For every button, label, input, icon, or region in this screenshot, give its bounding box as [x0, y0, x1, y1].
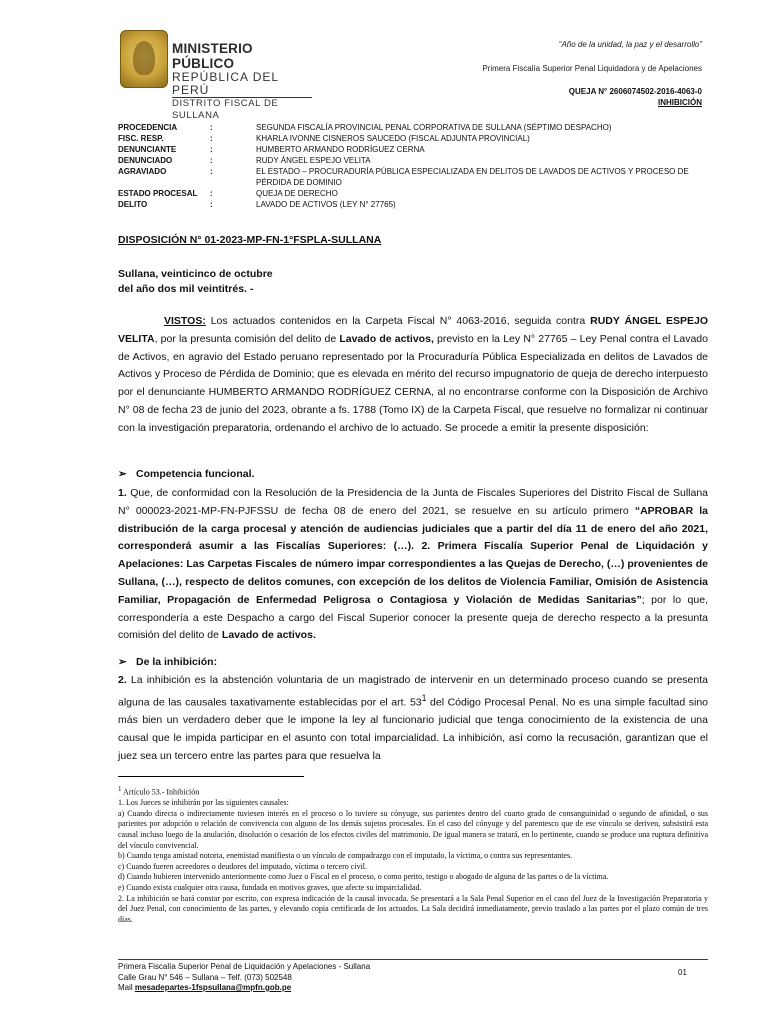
field-label: PROCEDENCIA — [118, 123, 178, 132]
vistos-crime: Lavado de activos, — [339, 332, 434, 345]
footer-office: Primera Fiscalía Superior Penal de Liquidación y Apelaciones - Sullana — [118, 962, 371, 971]
field-value: EL ESTADO – PROCURADURÍA PÚBLICA ESPECIALIZADA EN DELITOS DE LAVADOS DE ACTIVOS Y PROCESO DE PÉRDIDA DE DOMINIO — [256, 167, 689, 187]
competencia-text-1: Que, de conformidad con la Resolución de la Presidencia de la Junta de Fiscales Superiores del Distrito Fiscal de Sullana N° 000023-2021-MP-FN-PJFSSU de fecha 08 de enero del 2021, se resuelve en su artículo primero — [118, 487, 708, 517]
mail-label: Mail — [118, 983, 135, 992]
field-value: KHARLA IVONNE CISNEROS SAUCEDO (FISCAL ADJUNTA PROVINCIAL) — [256, 134, 530, 143]
page-number: 01 — [678, 968, 687, 977]
footnote-title-text: Artículo 53.- Inhibición — [121, 787, 200, 797]
footer-rule — [118, 959, 708, 960]
competencia-paragraph — [118, 485, 708, 645]
vistos-paragraph — [118, 313, 708, 438]
footnote-item-a: a) Cuando directa o indirectamente tuviesen interés en el proceso o lo tuviere su cónyuge, sus parientes dentro del cuarto grado de consanguinidad o segundo de afinidad, o sus parientes por adopción o relación de convivencia con alguno de los demás sujetos procesales. En el caso del cónyuge y del parentesco que de ese vínculo se deriven, subsistirá esta causal incluso luego de la anulación, disolución o cesación de los efectos civiles del matrimonio. De igual manera se tratará, en lo pertinente, cuando se produce una ruptura definitiva del vínculo convivencial. — [118, 808, 708, 850]
footnote-item-c: c) Cuando fueren acreedores o deudores del imputado, víctima o tercero civil. — [118, 861, 368, 871]
field-colon: : — [210, 200, 213, 209]
case-data-row — [118, 166, 718, 188]
footer — [118, 962, 370, 994]
field-label: DELITO — [118, 200, 148, 209]
footnote-title — [118, 784, 708, 798]
ministerio-publico-seal-icon — [120, 30, 168, 88]
institution-logo-text — [172, 41, 312, 122]
case-data-row — [118, 133, 718, 144]
year-motto: “Año de la unidad, la paz y el desarrollo” — [558, 40, 702, 49]
logo-line-3: DISTRITO FISCAL DE SULLANA — [172, 98, 279, 121]
case-data-table — [118, 122, 718, 210]
footnote-number: 1 — [118, 785, 122, 793]
queja-number: QUEJA N° 2606074502-2016-4063-0 — [568, 87, 702, 96]
mail-link[interactable]: mesadepartes-1fspsullana@mpfn.gob.pe — [134, 983, 292, 992]
competencia-quote: “APROBAR la distribución de la carga procesal y atención de audiencias judiciales que a partir del día 11 de enero del año 2021, corresponderá asumir a las Fiscalías Superiores: (…). 2. Primera Fiscalía Superior Penal de Liquidación y Apelaciones: Las Carpetas Fiscales de número impar correspondientes a las Quejas de Derecho, (…) provenientes de Sullana, (…), respecto de delitos comunes, con excepción de los delitos de Violencia Familiar, Omisión de Asistencia Familiar, Propagación de Enfermedad Peligrosa o Contagiosa y Violación de Medidas Sanitarias” — [118, 504, 708, 606]
logo-line-2: REPÚBLICA DEL PERÚ — [172, 71, 312, 98]
vistos-text-1: Los actuados contenidos en la Carpeta Fiscal N° 4063-2016, seguida contra — [205, 315, 591, 327]
paragraph-number: 1. — [118, 487, 127, 499]
field-colon: : — [210, 156, 213, 165]
field-label: ESTADO PROCESAL — [118, 189, 198, 198]
case-data-row — [118, 188, 718, 199]
section-title: Competencia funcional. — [136, 468, 255, 480]
case-data-row — [118, 144, 718, 155]
footnote — [118, 784, 708, 925]
arrow-bullet-icon: ➢ — [118, 656, 127, 668]
case-data-row — [118, 122, 718, 133]
field-label: AGRAVIADO — [118, 167, 167, 176]
footnote-item-e: e) Cuando exista cualquier otra causa, fundada en motivos graves, que afecte su imparcialidad. — [118, 883, 422, 892]
section-heading-inhibicion — [118, 656, 217, 668]
field-colon: : — [210, 123, 213, 132]
disposition-title: DISPOSICIÓN N° 01-2023-MP-FN-1°FSPLA-SULLANA — [118, 234, 382, 246]
section-title: De la inhibición: — [136, 656, 218, 668]
vistos-label: VISTOS: — [164, 315, 206, 327]
inhibicion-text-2: del Código Procesal Penal. No es una simple facultad sino más bien un verdadero deber que le impone la ley al funcionario judicial que tenga conocimiento de la existencia de una causal que le impida participar en el asunto con total imparcialidad. La inhibición, así como la recusación, garantizan que el juez sea un tercero entre las partes para que resuelva la — [118, 696, 709, 762]
inhibicion-label: INHIBICIÓN — [658, 98, 702, 107]
field-value: SEGUNDA FISCALÍA PROVINCIAL PENAL CORPORATIVA DE SULLANA (SÉPTIMO DESPACHO) — [256, 123, 612, 132]
field-colon: : — [210, 167, 213, 176]
city-date-line-1: Sullana, veinticinco de octubre — [118, 268, 273, 280]
field-value: RUDY ÁNGEL ESPEJO VELITA — [256, 156, 371, 165]
competencia-text-2: ; por lo que, correspondería a este Despacho a cargo del Fiscal Superior conocer la presente queja de derecho respecto a la presunta comisión del delito de — [118, 593, 708, 642]
footnote-line: 1. Los Jueces se inhibirán por las siguientes causales: — [118, 798, 289, 808]
field-value: QUEJA DE DERECHO — [256, 189, 338, 198]
footnote-rule — [118, 776, 304, 777]
footer-mail-line — [118, 983, 370, 994]
field-value: LAVADO DE ACTIVOS (LEY N° 27765) — [256, 200, 396, 209]
inhibicion-text-1: La inhibición es la abstención voluntaria de un magistrado de intervenir en un determinado proceso cuando se presenta alguna de las causales taxativamente establecidas por el art. 53 — [118, 674, 708, 709]
field-label: DENUNCIANTE — [118, 145, 177, 154]
vistos-text-3: previsto en la Ley N° 27765 – Ley Penal contra el Lavado de Activos, en agravio del Estado peruano representado por la Procuraduría Pública Especializada en delitos de Lavados de Activos y Proceso de Pérdida de Dominio; que es elevada en mérito del recurso impugnatorio de queja de derecho interpuesto por el denunciante HUMBERTO ARMANDO RODRÍGUEZ CERNA, al no encontrarse conforme con la Disposición de Archivo N° 08 de fecha 23 de junio del 2023, obrante a fs. 1788 (Tomo IX) de la Carpeta Fiscal, que resuelve no formalizar ni continuar con la investigación preparatoria, ordenando el archivo de lo actuado. Se procede a emitir la presente disposición: — [118, 332, 708, 434]
logo-line-1: MINISTERIO PÚBLICO — [172, 41, 253, 71]
field-colon: : — [210, 145, 213, 154]
city-date — [118, 267, 273, 297]
city-date-line-2: del año dos mil veintitrés. - — [118, 283, 254, 295]
footnote-line-2: 2. La inhibición se hará constar por escrito, con expresa indicación de la causal invocada. Se presentará a la Sala Penal Superior en el caso del Juez de la Investigación Preparatoria y del Juez Penal, con conocimiento de las partes, y elevando copia certificada de los actuados. La Sala decidirá inmediatamente, previo traslado a las partes por el plazo común de tres días. — [118, 893, 708, 924]
footnote-ref: 1 — [421, 692, 427, 703]
field-label: DENUNCIADO — [118, 156, 173, 165]
inhibicion-paragraph — [118, 672, 708, 765]
arrow-bullet-icon: ➢ — [118, 468, 127, 480]
footnote-item-b: b) Cuando tenga amistad notoria, enemistad manifiesta o un vínculo de compadrazgo con el imputado, la víctima, o contra sus representantes. — [118, 851, 573, 861]
case-data-row — [118, 199, 718, 210]
vistos-text-2: , por la presunta comisión del delito de — [154, 332, 340, 345]
section-heading-competencia — [118, 468, 254, 480]
case-data-row — [118, 155, 718, 166]
footer-address: Calle Grau N° 546 – Sullana – Telf. (073) 502548 — [118, 972, 292, 982]
field-colon: : — [210, 189, 213, 198]
field-label: FISC. RESP. — [118, 134, 164, 143]
competencia-crime: Lavado de activos. — [221, 629, 316, 642]
paragraph-number: 2. — [118, 674, 127, 686]
field-colon: : — [210, 134, 213, 143]
office-name: Primera Fiscalía Superior Penal Liquidadora y de Apelaciones — [482, 64, 702, 73]
vistos-defendant: RUDY ÁNGEL ESPEJO VELITA — [118, 315, 708, 345]
footnote-item-d: d) Cuando hubieren intervenido anteriormente como Juez o Fiscal en el proceso, o como perito, testigo o abogado de alguna de las partes o de la víctima. — [118, 872, 609, 882]
case-reference — [569, 86, 702, 108]
field-value: HUMBERTO ARMANDO RODRÍGUEZ CERNA — [256, 145, 425, 154]
